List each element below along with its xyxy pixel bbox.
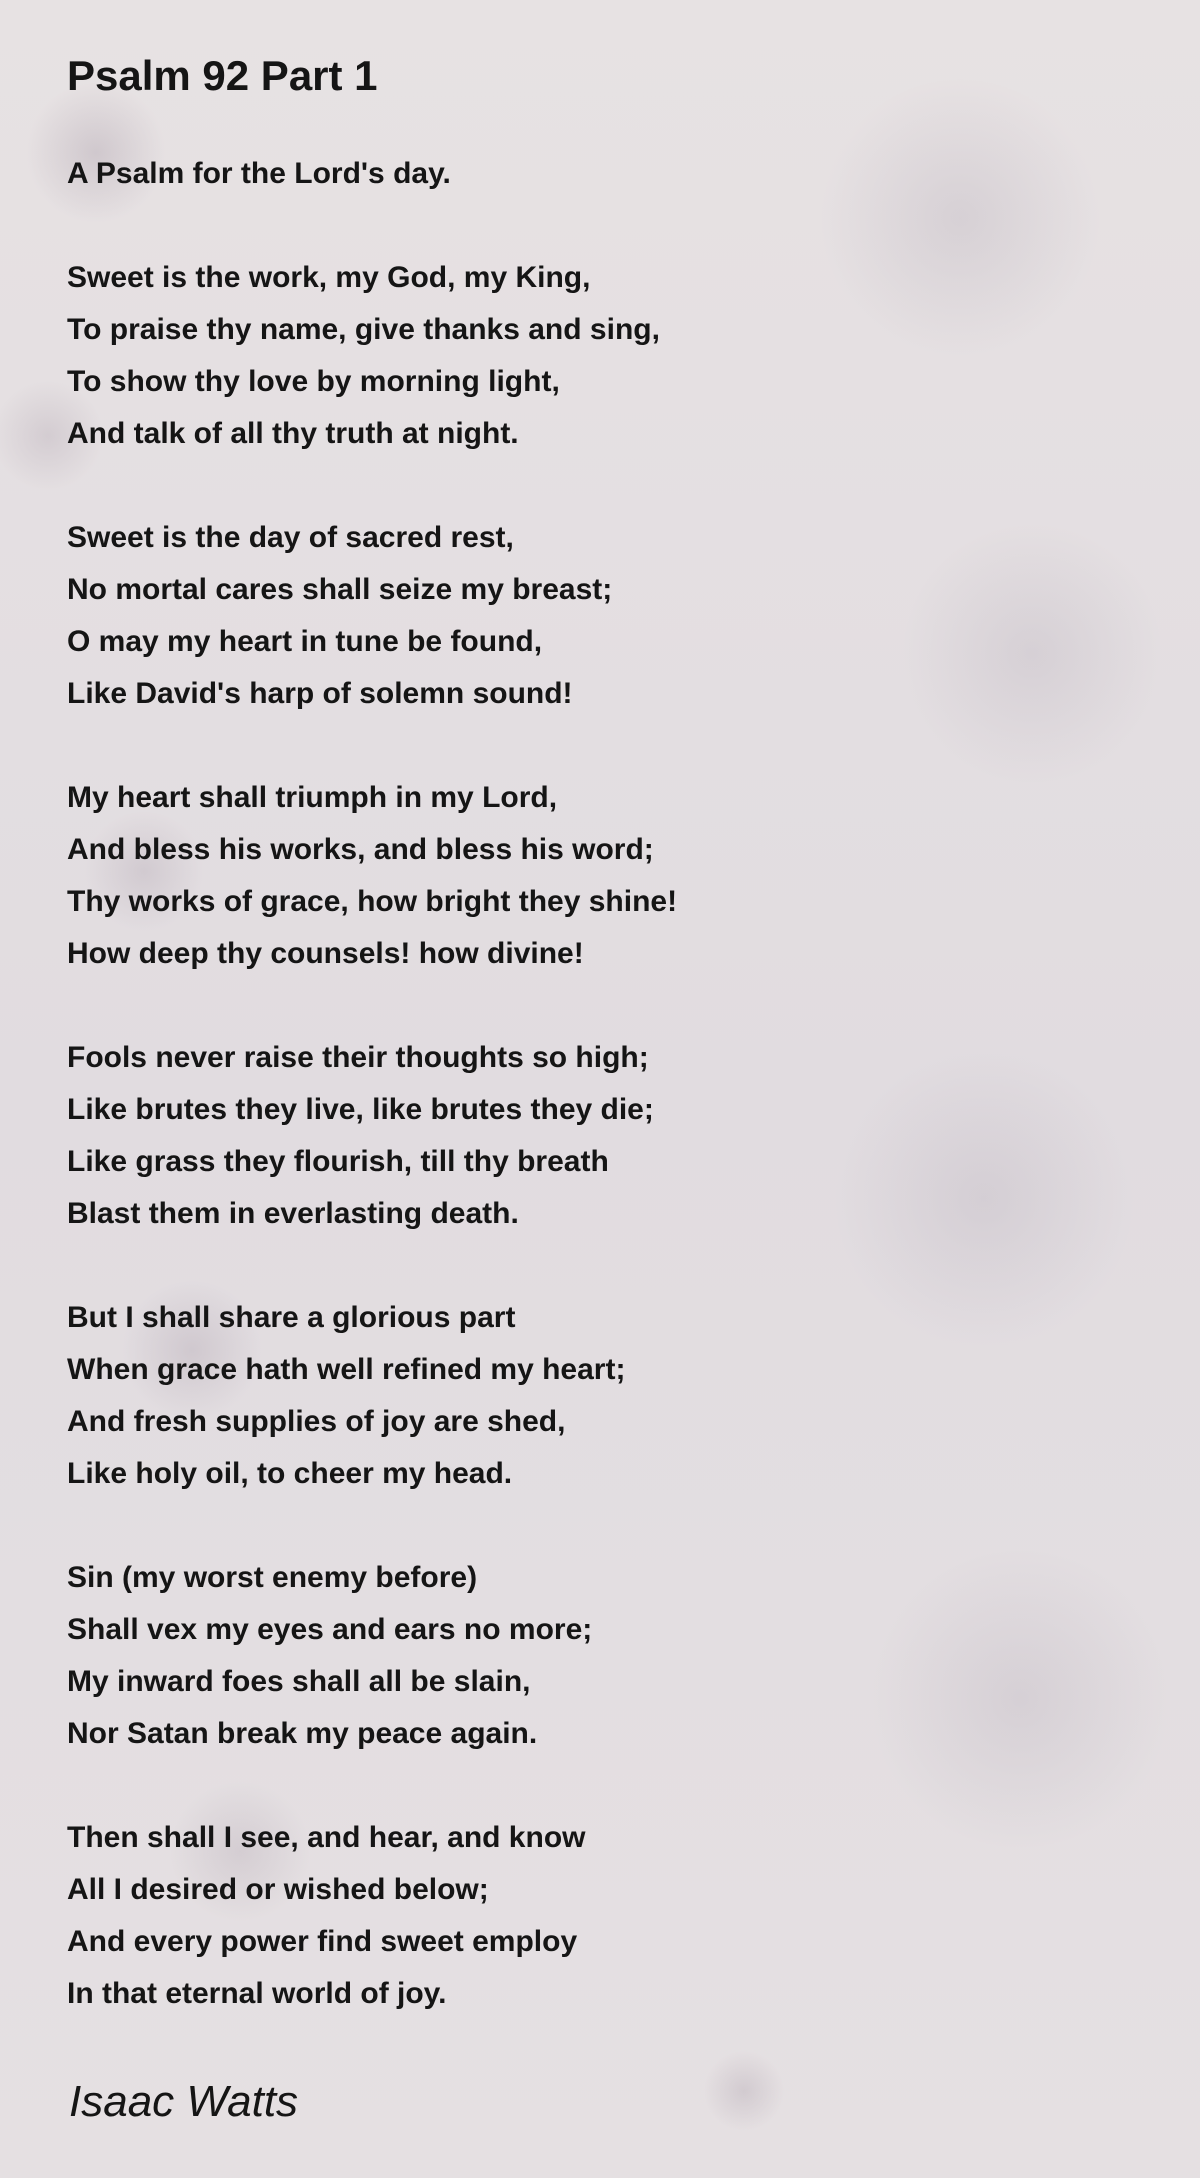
poem-line: Fools never raise their thoughts so high; [67,1041,649,1074]
poem-line: But I shall share a glorious part [67,1301,516,1334]
poem-line: To show thy love by morning light, [67,365,560,398]
poem-line: Blast them in everlasting death. [67,1197,519,1230]
stanza [67,252,1127,460]
poem-line: Like brutes they live, like brutes they die; [67,1093,654,1126]
poem-line: Like grass they flourish, till thy breath [67,1145,609,1178]
stanza [67,1292,1127,1500]
poem-line: My heart shall triumph in my Lord, [67,781,558,814]
poem-line: Nor Satan break my peace again. [67,1717,538,1750]
stanza [67,148,1127,200]
stanza [67,772,1127,980]
poem-line: My inward foes shall all be slain, [67,1665,531,1698]
poem-line: How deep thy counsels! how divine! [67,937,584,970]
poem-line: And talk of all thy truth at night. [67,417,519,450]
poem-line: All I desired or wished below; [67,1873,489,1906]
poem-line: Sweet is the work, my God, my King, [67,261,591,294]
poem-line: When grace hath well refined my heart; [67,1353,626,1386]
poem-title: Psalm 92 Part 1 [67,52,378,99]
stanza [67,1032,1127,1240]
poem-author: Isaac Watts [69,2077,299,2126]
stanza [67,1552,1127,1760]
poem-line: Thy works of grace, how bright they shine! [67,885,678,918]
poem-line: Like David's harp of solemn sound! [67,677,573,710]
poem-line: And every power find sweet employ [67,1925,578,1958]
stanza [67,512,1127,720]
poem-line: To praise thy name, give thanks and sing, [67,313,660,346]
poem-line: And fresh supplies of joy are shed, [67,1405,566,1438]
poem-line: Sweet is the day of sacred rest, [67,521,514,554]
poem-line: No mortal cares shall seize my breast; [67,573,613,606]
poem-line: In that eternal world of joy. [67,1977,447,2010]
poem-line: And bless his works, and bless his word; [67,833,654,866]
poem-line: Then shall I see, and hear, and know [67,1821,586,1854]
poem-line: Sin (my worst enemy before) [67,1561,478,1594]
poem-line: A Psalm for the Lord's day. [67,157,451,190]
poem-body [67,148,1127,2072]
poem-line: Like holy oil, to cheer my head. [67,1457,513,1490]
poem-line: Shall vex my eyes and ears no more; [67,1613,593,1646]
stanza [67,1812,1127,2020]
poem-line: O may my heart in tune be found, [67,625,543,658]
